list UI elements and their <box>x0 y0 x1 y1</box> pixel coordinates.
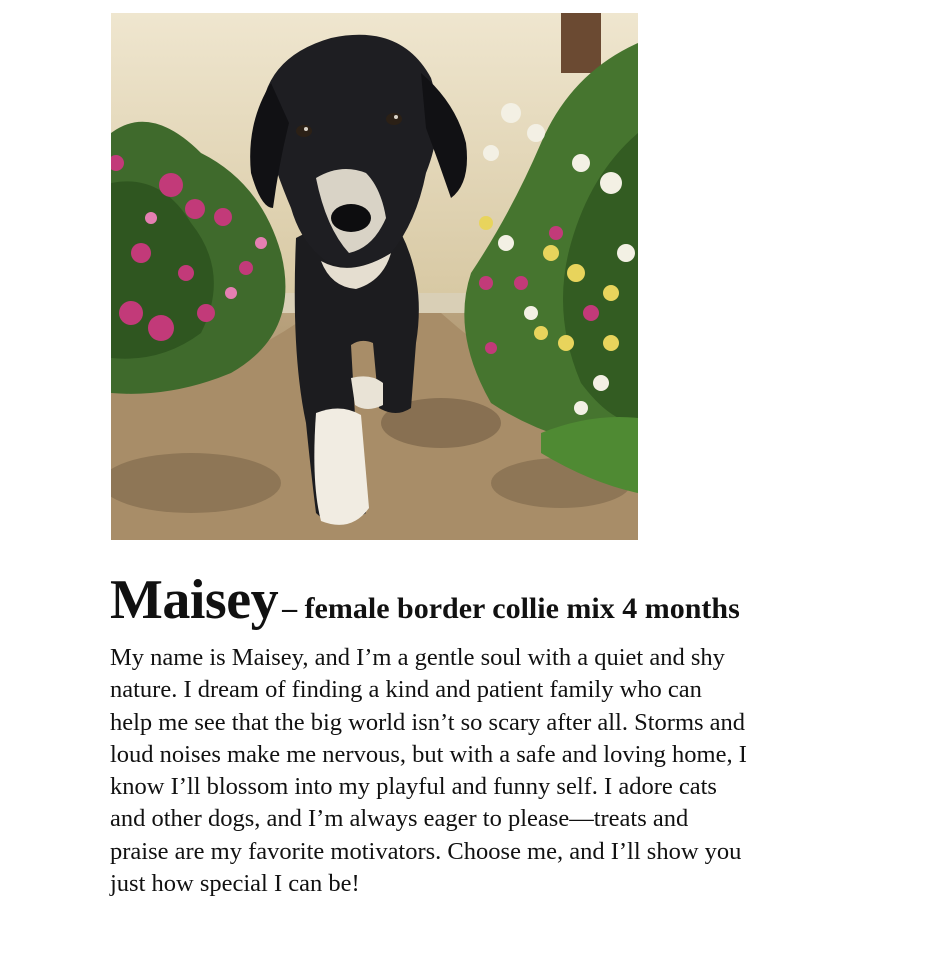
puppy-illustration <box>111 13 638 540</box>
dog-photo <box>111 13 638 540</box>
dog-bio <box>110 642 850 900</box>
dog-name: Maisey <box>110 569 279 631</box>
bio-line: My name is Maisey, and I’m a gentle soul with a quiet and shy <box>110 644 725 671</box>
bio-line: and other dogs, and I’m always eager to please—treats and <box>110 805 689 833</box>
bio-line: nature. I dream of finding a kind and patient family who can <box>110 676 702 704</box>
bio-line: know I’ll blossom into my playful and funny self. I adore cats <box>110 773 717 801</box>
profile-heading <box>110 569 890 631</box>
bio-line: loud noises make me nervous, but with a safe and loving home, I <box>110 740 747 768</box>
bio-line: praise are my favorite motivators. Choose me, and I’ll show you <box>110 837 742 865</box>
bio-line: help me see that the big world isn’t so scary after all. Storms and <box>110 708 746 736</box>
dog-description: – female border collie mix 4 months <box>282 592 740 625</box>
bio-line: just how special I can be! <box>110 870 360 898</box>
